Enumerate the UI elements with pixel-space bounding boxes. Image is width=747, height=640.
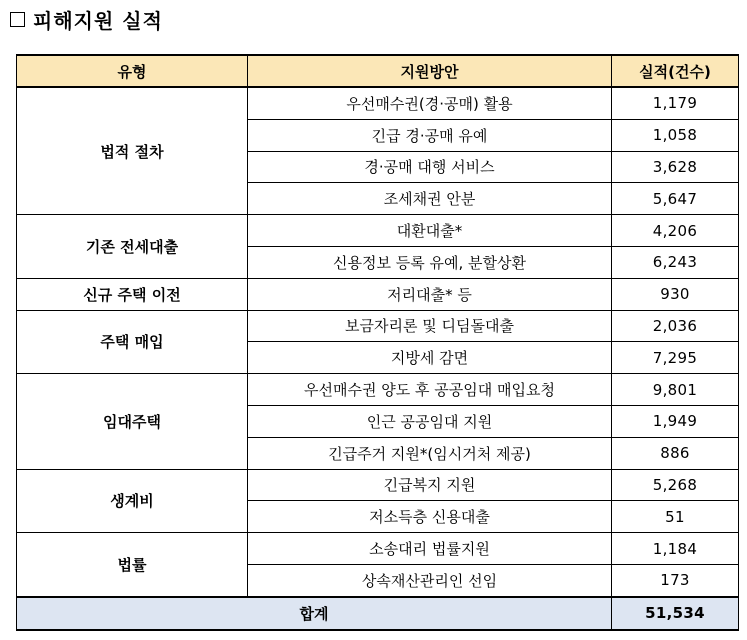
count-cell: 2,036 [612,310,739,342]
method-cell: 소송대리 법률지원 [248,533,612,565]
type-cell: 생계비 [17,469,248,533]
count-cell: 5,647 [612,183,739,215]
count-cell: 3,628 [612,151,739,183]
type-cell: 기존 전세대출 [17,215,248,279]
type-cell: 신규 주택 이전 [17,278,248,310]
count-cell: 1,179 [612,87,739,119]
method-cell: 경·공매 대행 서비스 [248,151,612,183]
method-cell: 저리대출* 등 [248,278,612,310]
count-cell: 886 [612,437,739,469]
count-cell: 4,206 [612,215,739,247]
method-cell: 긴급복지 지원 [248,469,612,501]
table-row [17,87,739,119]
count-cell: 930 [612,278,739,310]
total-count: 51,534 [612,597,739,630]
count-cell: 1,058 [612,119,739,151]
count-cell: 5,268 [612,469,739,501]
header-count: 실적(건수) [612,55,739,87]
count-cell: 173 [612,564,739,596]
type-cell: 임대주택 [17,374,248,469]
method-cell: 조세채권 안분 [248,183,612,215]
method-cell: 긴급 경·공매 유예 [248,119,612,151]
total-label: 합계 [17,597,612,630]
section-title [10,4,163,34]
method-cell: 상속재산관리인 선임 [248,564,612,596]
count-cell: 51 [612,501,739,533]
header-type: 유형 [17,55,248,87]
type-cell: 법률 [17,533,248,597]
table-row [17,469,739,501]
method-cell: 대환대출* [248,215,612,247]
count-cell: 1,184 [612,533,739,565]
method-cell: 보금자리론 및 디딤돌대출 [248,310,612,342]
count-cell: 1,949 [612,405,739,437]
method-cell: 우선매수권(경·공매) 활용 [248,87,612,119]
method-cell: 우선매수권 양도 후 공공임대 매입요청 [248,374,612,406]
method-cell: 저소득층 신용대출 [248,501,612,533]
method-cell: 신용정보 등록 유예, 분할상환 [248,246,612,278]
total-row [17,597,739,630]
table-row [17,278,739,310]
table-header-row [17,55,739,87]
count-cell: 7,295 [612,342,739,374]
count-cell: 6,243 [612,246,739,278]
table-row [17,310,739,342]
support-results-table [16,54,739,631]
method-cell: 긴급주거 지원*(임시거처 제공) [248,437,612,469]
method-cell: 인근 공공임대 지원 [248,405,612,437]
table-row [17,215,739,247]
checkbox-square-icon [10,12,25,27]
type-cell: 주택 매입 [17,310,248,374]
header-method: 지원방안 [248,55,612,87]
count-cell: 9,801 [612,374,739,406]
table-row [17,374,739,406]
type-cell: 법적 절차 [17,87,248,215]
table-row [17,533,739,565]
section-title-text: 피해지원 실적 [33,8,163,33]
method-cell: 지방세 감면 [248,342,612,374]
